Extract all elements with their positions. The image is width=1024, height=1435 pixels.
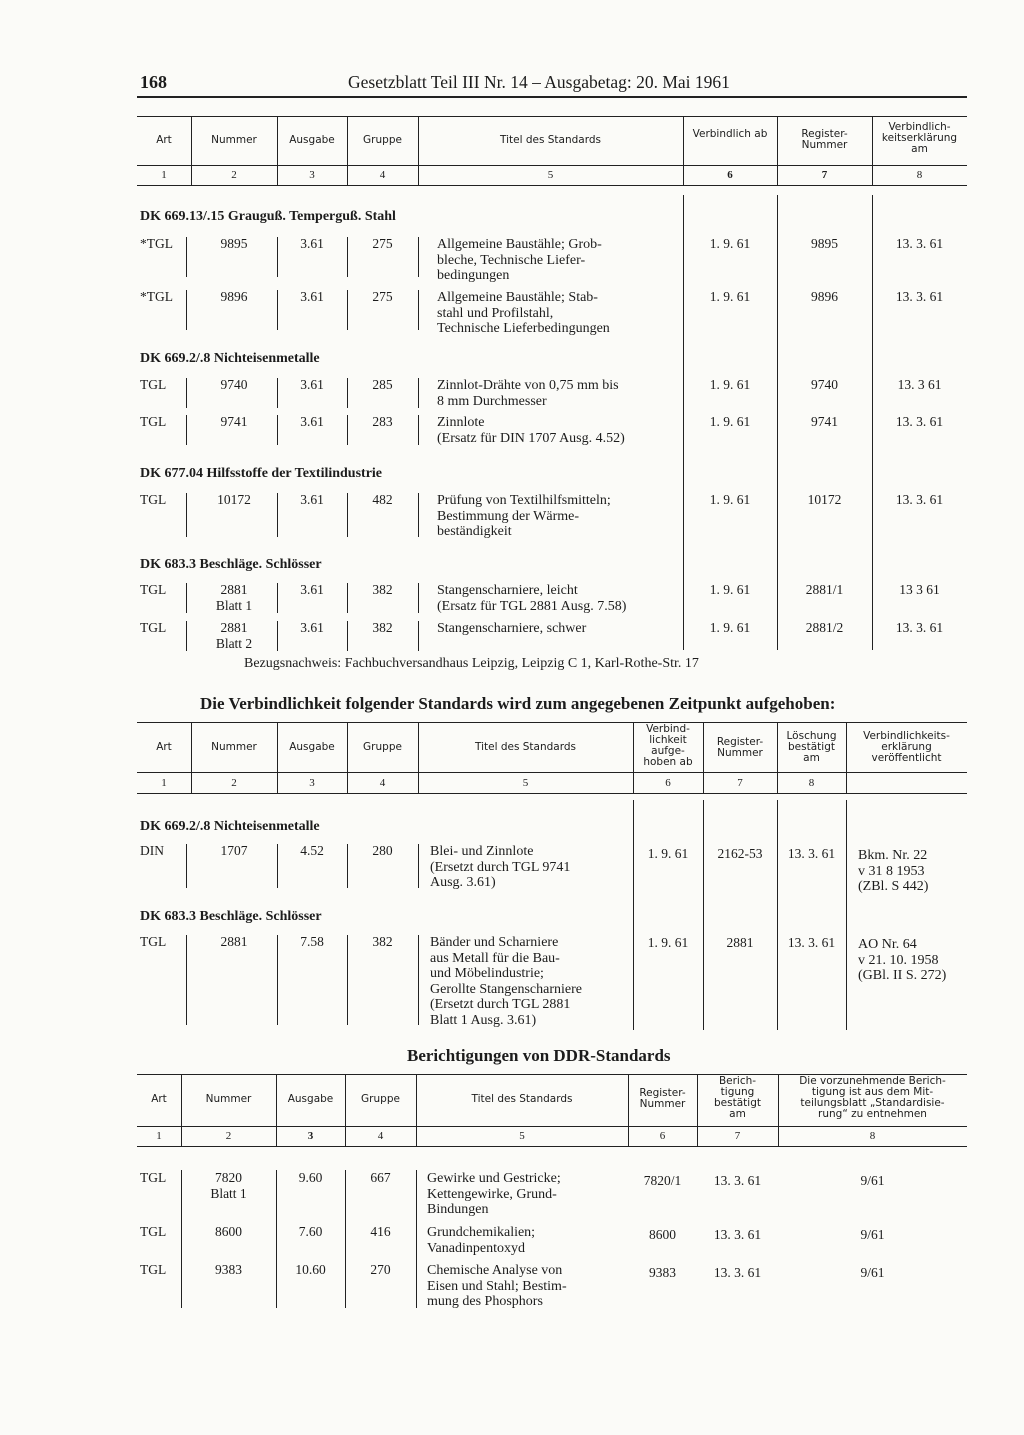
t2-header-register: Register- Nummer	[716, 736, 764, 759]
row-aufgehoben: 1. 9. 61	[647, 935, 689, 950]
bezugsnachweis: Bezugsnachweis: Fachbuchversandhaus Leipzig, Leipzig C 1, Karl-Rothe-Str. 17	[244, 656, 699, 671]
t2-colnum: 4	[379, 777, 386, 789]
t1-colnum: 8	[916, 169, 923, 181]
row-verbindlich: 1. 9. 61	[709, 414, 751, 429]
t3-colnum: 6	[659, 1130, 666, 1142]
t3-colnum: 4	[377, 1130, 384, 1142]
row-nummer: 10172	[217, 492, 251, 507]
row-erklaerung: 13 3 61	[899, 582, 940, 597]
table-2-heading: Die Verbindlichkeit folgender Standards wird zum angegebenen Zeitpunkt aufgehoben:	[200, 694, 836, 713]
t2-colnum: 3	[309, 777, 315, 789]
t2-header-art: Art	[156, 741, 172, 753]
t1-header-titel: Titel des Standards	[499, 134, 601, 146]
row-register: 8600	[649, 1227, 676, 1242]
row-titel: Allgemeine Baustähle; Grob- bleche, Technische Liefer- bedingungen	[437, 237, 602, 283]
row-art: TGL	[140, 620, 167, 635]
row-ausgabe: 3.61	[300, 414, 324, 429]
row-titel: Bänder und Scharniere aus Metall für die Bau- und Möbelindustrie; Gerollte Stangenscharniere (Ersetzt durch TGL 2881 Blatt 1 Ausg. 3.61)	[430, 935, 582, 1028]
row-ausgabe: 3.61	[300, 289, 324, 304]
t1-colnum: 3	[309, 169, 315, 181]
row-bestaetigt: 13. 3. 61	[713, 1173, 762, 1188]
t1-colnum: 5	[547, 169, 554, 181]
row-register: 9740	[811, 377, 838, 392]
row-nummer: 2881	[220, 934, 248, 949]
row-gruppe: 270	[370, 1262, 391, 1277]
t1-header-erklaerung: Verbindlich- keitserklärung am	[881, 121, 958, 155]
t3-header-art: Art	[151, 1093, 167, 1105]
row-art: TGL	[140, 414, 167, 429]
row-register: 9896	[811, 289, 838, 304]
row-art: TGL	[140, 492, 167, 507]
section-heading: DK 683.3 Beschläge. Schlösser	[140, 557, 322, 572]
row-verbindlich: 1. 9. 61	[709, 620, 751, 635]
row-register: 9383	[649, 1265, 676, 1280]
row-blatt: 9/61	[860, 1173, 885, 1188]
t3-colnum: 5	[519, 1130, 525, 1142]
row-gruppe: 482	[372, 492, 393, 507]
row-verbindlich: 1. 9. 61	[709, 289, 751, 304]
t2-colnum: 2	[231, 777, 237, 789]
page-number: 168	[140, 72, 167, 92]
running-title: Gesetzblatt Teil III Nr. 14 – Ausgabetag: 20. Mai 1961	[348, 72, 730, 92]
row-register: 9895	[811, 236, 838, 251]
t3-colnum: 7	[734, 1130, 741, 1142]
row-register: 10172	[807, 492, 842, 507]
t2-header-aufgehoben: Verbind- lichkeit aufge- hoben ab	[643, 723, 693, 768]
row-nummer: 2881 Blatt 2	[215, 620, 253, 651]
row-blatt: 9/61	[860, 1227, 885, 1242]
row-erklaerung: 13. 3. 61	[895, 492, 944, 507]
row-verbindlich: 1. 9. 61	[709, 582, 751, 597]
t2-header-nummer: Nummer	[211, 741, 257, 753]
row-ausgabe: 3.61	[300, 492, 324, 507]
row-nummer: 9895	[220, 236, 248, 251]
t3-header-titel: Titel des Standards	[471, 1093, 573, 1105]
header-rule	[137, 96, 967, 98]
row-verbindlich: 1. 9. 61	[709, 377, 751, 392]
row-art: *TGL	[140, 289, 173, 304]
row-titel: Stangenscharniere, schwer	[437, 621, 587, 636]
row-register: 9741	[811, 414, 838, 429]
t1-colnum: 7	[821, 169, 828, 181]
t1-header-art: Art	[156, 134, 172, 146]
row-erklaerung: 13. 3 61	[897, 377, 942, 392]
row-titel: Zinnlot-Drähte von 0,75 mm bis 8 mm Durchmesser	[437, 378, 619, 409]
row-art: DIN	[140, 843, 164, 858]
table-3-heading: Berichtigungen von DDR-Standards	[407, 1046, 671, 1065]
row-gruppe: 285	[372, 377, 393, 392]
row-ausgabe: 3.61	[300, 377, 324, 392]
row-loeschung: 13. 3. 61	[787, 846, 836, 861]
row-register: 2881/1	[805, 582, 844, 597]
row-register: 2881	[726, 935, 754, 950]
row-bestaetigt: 13. 3. 61	[713, 1265, 762, 1280]
row-art: TGL	[140, 1224, 167, 1239]
t2-header-ausgabe: Ausgabe	[289, 741, 335, 753]
t2-colnum: 7	[737, 777, 743, 789]
t1-header-gruppe: Gruppe	[363, 134, 402, 146]
t3-colnum: 2	[225, 1130, 232, 1142]
t3-header-blatt: Die vorzunehmende Berich- tigung ist aus dem Mit- teilungsblatt „Standardisie- rung“ zu entnehmen	[799, 1075, 946, 1120]
row-veroeffentlicht: Bkm. Nr. 22 v 31 8 1953 (ZBl. S 442)	[858, 848, 929, 894]
t2-colnum: 5	[522, 777, 529, 789]
t2-colnum: 8	[808, 777, 815, 789]
section-heading: DK 669.2/.8 Nichteisenmetalle	[140, 819, 320, 834]
row-register: 7820/1	[643, 1173, 682, 1188]
row-nummer: 1707	[220, 843, 248, 858]
t3-header-nummer: Nummer	[205, 1093, 252, 1105]
t1-colnum: 6	[727, 169, 733, 181]
row-nummer: 9740	[220, 377, 248, 392]
row-art: TGL	[140, 1170, 167, 1185]
t1-header-nummer: Nummer	[211, 134, 257, 146]
t2-header-titel: Titel des Standards	[474, 741, 576, 753]
row-art: TGL	[140, 377, 167, 392]
row-gruppe: 667	[370, 1170, 391, 1185]
row-titel: Gewirke und Gestricke; Kettengewirke, Grund- Bindungen	[427, 1171, 561, 1217]
section-heading: DK 683.3 Beschläge. Schlösser	[140, 909, 322, 924]
t3-colnum: 8	[869, 1130, 876, 1142]
row-ausgabe: 10.60	[295, 1262, 326, 1277]
row-loeschung: 13. 3. 61	[787, 935, 836, 950]
row-register: 2881/2	[805, 620, 844, 635]
t3-header-gruppe: Gruppe	[361, 1093, 400, 1105]
row-nummer: 2881 Blatt 1	[215, 582, 253, 613]
t2-header-loeschung: Löschung bestätigt am	[786, 730, 837, 764]
row-nummer: 8600	[215, 1224, 242, 1239]
row-titel: Chemische Analyse von Eisen und Stahl; Bestim- mung des Phosphors	[427, 1263, 567, 1309]
row-erklaerung: 13. 3. 61	[895, 414, 944, 429]
t1-header-register: Register- Nummer	[801, 128, 848, 151]
t3-header-ausgabe: Ausgabe	[287, 1093, 334, 1105]
row-verbindlich: 1. 9. 61	[709, 236, 751, 251]
row-gruppe: 283	[372, 414, 393, 429]
t1-header-ausgabe: Ausgabe	[289, 134, 335, 146]
section-heading: DK 669.2/.8 Nichteisenmetalle	[140, 351, 320, 366]
t2-header-gruppe: Gruppe	[363, 741, 402, 753]
row-register: 2162-53	[717, 846, 763, 861]
row-gruppe: 275	[372, 289, 393, 304]
row-aufgehoben: 1. 9. 61	[647, 846, 689, 861]
section-heading: DK 669.13/.15 Grauguß. Temperguß. Stahl	[140, 209, 396, 224]
section-heading: DK 677.04 Hilfsstoffe der Textilindustrie	[140, 466, 383, 481]
row-nummer: 9896	[220, 289, 248, 304]
row-titel: Stangenscharniere, leicht (Ersatz für TGL 2881 Ausg. 7.58)	[437, 583, 627, 614]
t3-header-bestaetigt: Berich- tigung bestätigt am	[714, 1075, 761, 1120]
row-gruppe: 280	[372, 843, 393, 858]
row-erklaerung: 13. 3. 61	[895, 289, 944, 304]
t1-colnum: 1	[161, 169, 167, 181]
t2-header-veroeffentlicht: Verbindlichkeits- erklärung veröffentlicht	[863, 730, 950, 764]
t1-colnum: 2	[231, 169, 237, 181]
row-verbindlich: 1. 9. 61	[709, 492, 751, 507]
t1-header-verbindlich: Verbindlich ab	[692, 128, 768, 140]
row-titel: Allgemeine Baustähle; Stab- stahl und Profilstahl, Technische Lieferbedingungen	[437, 290, 610, 336]
row-titel: Blei- und Zinnlote (Ersetzt durch TGL 9741 Ausg. 3.61)	[430, 844, 571, 890]
row-art: TGL	[140, 1262, 167, 1277]
t2-colnum: 6	[665, 777, 671, 789]
row-ausgabe: 3.61	[300, 236, 324, 251]
row-ausgabe: 3.61	[300, 620, 324, 635]
row-ausgabe: 9.60	[298, 1170, 323, 1185]
t3-header-register: Register- Nummer	[639, 1087, 686, 1110]
row-ausgabe: 7.58	[300, 934, 324, 949]
row-ausgabe: 3.61	[300, 582, 324, 597]
t1-colnum: 4	[379, 169, 386, 181]
row-nummer: 9383	[215, 1262, 242, 1277]
row-gruppe: 416	[370, 1224, 391, 1239]
row-titel: Prüfung von Textilhilfsmitteln; Bestimmung der Wärme- beständigkeit	[437, 493, 611, 539]
row-nummer: 9741	[220, 414, 248, 429]
row-gruppe: 382	[372, 582, 393, 597]
row-ausgabe: 7.60	[298, 1224, 323, 1239]
row-art: *TGL	[140, 236, 173, 251]
row-art: TGL	[140, 582, 167, 597]
row-titel: Grundchemikalien; Vanadinpentoxyd	[427, 1225, 536, 1256]
row-erklaerung: 13. 3. 61	[895, 236, 944, 251]
row-veroeffentlicht: AO Nr. 64 v 21. 10. 1958 (GBl. II S. 272)	[858, 937, 947, 983]
t3-colnum: 1	[156, 1130, 162, 1142]
row-ausgabe: 4.52	[300, 843, 324, 858]
row-nummer: 7820 Blatt 1	[210, 1170, 247, 1201]
row-erklaerung: 13. 3. 61	[895, 620, 944, 635]
row-blatt: 9/61	[860, 1265, 885, 1280]
t2-colnum: 1	[161, 777, 167, 789]
row-gruppe: 275	[372, 236, 393, 251]
row-titel: Zinnlote (Ersatz für DIN 1707 Ausg. 4.52)	[437, 415, 625, 446]
row-bestaetigt: 13. 3. 61	[713, 1227, 762, 1242]
row-gruppe: 382	[372, 934, 393, 949]
t3-colnum: 3	[307, 1130, 314, 1142]
row-art: TGL	[140, 934, 167, 949]
row-gruppe: 382	[372, 620, 393, 635]
